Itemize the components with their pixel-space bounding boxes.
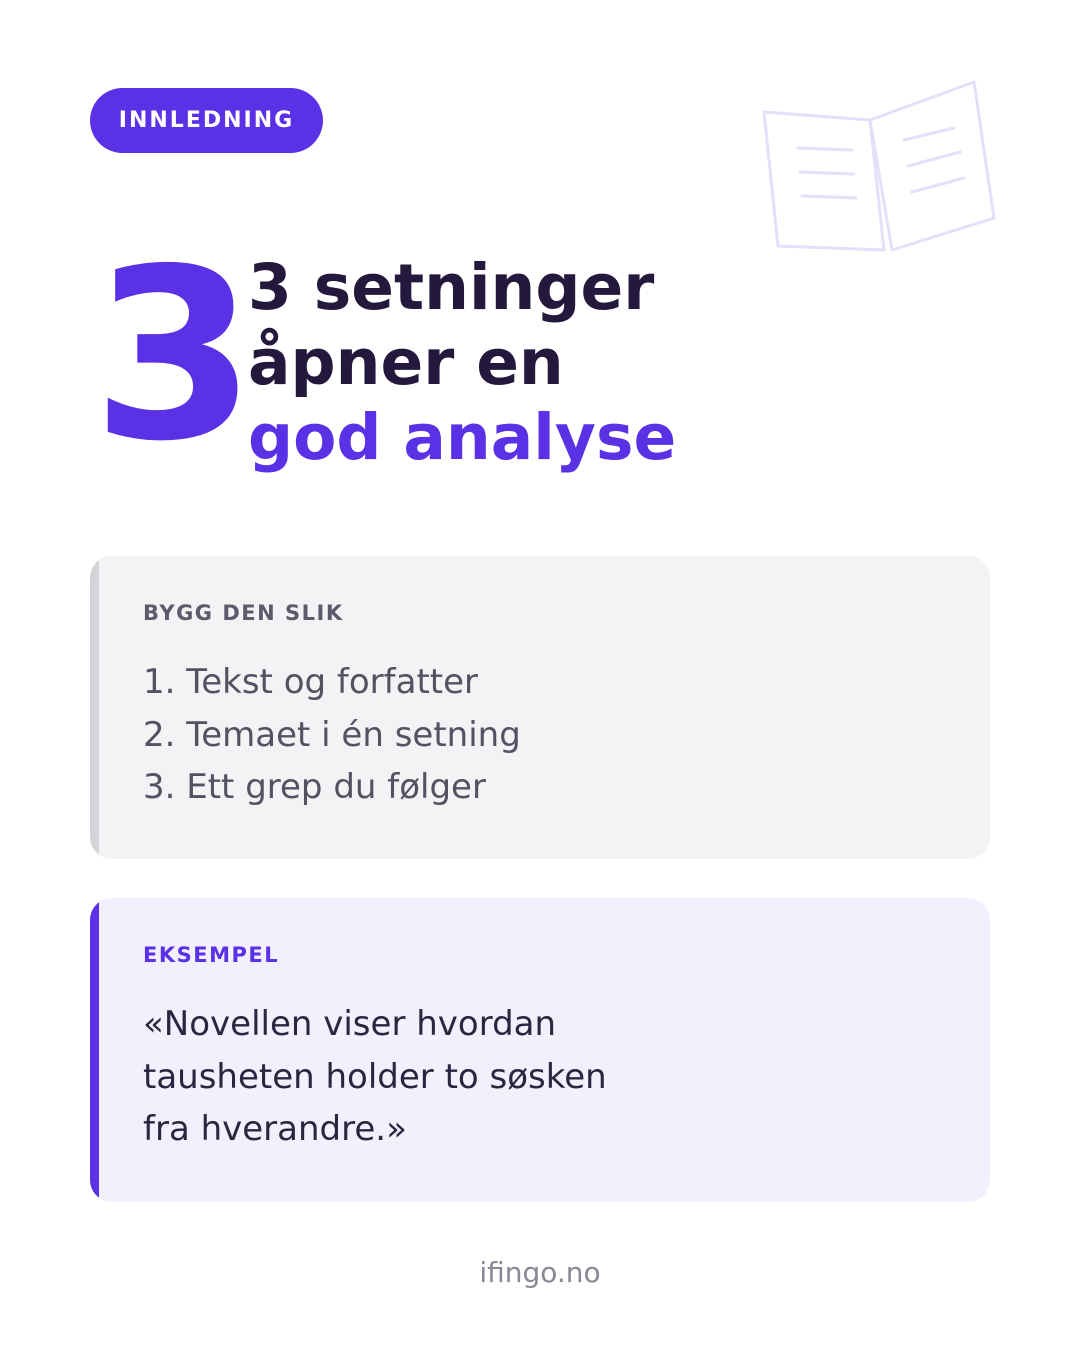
step-item: 2. Temaet i én setning xyxy=(143,714,521,755)
open-book-icon xyxy=(756,76,1004,260)
big-number: 3 xyxy=(92,218,253,493)
example-quote: «Novellen viser hvordan tausheten holder to søsken fra hverandre.» xyxy=(143,1004,607,1149)
steps-list xyxy=(143,656,521,814)
headline-line-2: åpner en xyxy=(248,326,564,399)
headline-line-1: 3 setninger xyxy=(248,251,655,324)
category-tag: INNLEDNING xyxy=(90,88,323,153)
example-card-label: EKSEMPEL xyxy=(143,943,280,967)
example-card xyxy=(90,898,990,1202)
headline xyxy=(248,250,676,475)
headline-line-3: god analyse xyxy=(248,401,677,474)
steps-card-label: BYGG DEN SLIK xyxy=(143,601,344,625)
footer-url: ifingo.no xyxy=(479,1256,601,1289)
step-item: 3. Ett grep du følger xyxy=(143,767,486,807)
steps-card xyxy=(90,556,990,859)
step-item: 1. Tekst og forfatter xyxy=(143,662,479,702)
